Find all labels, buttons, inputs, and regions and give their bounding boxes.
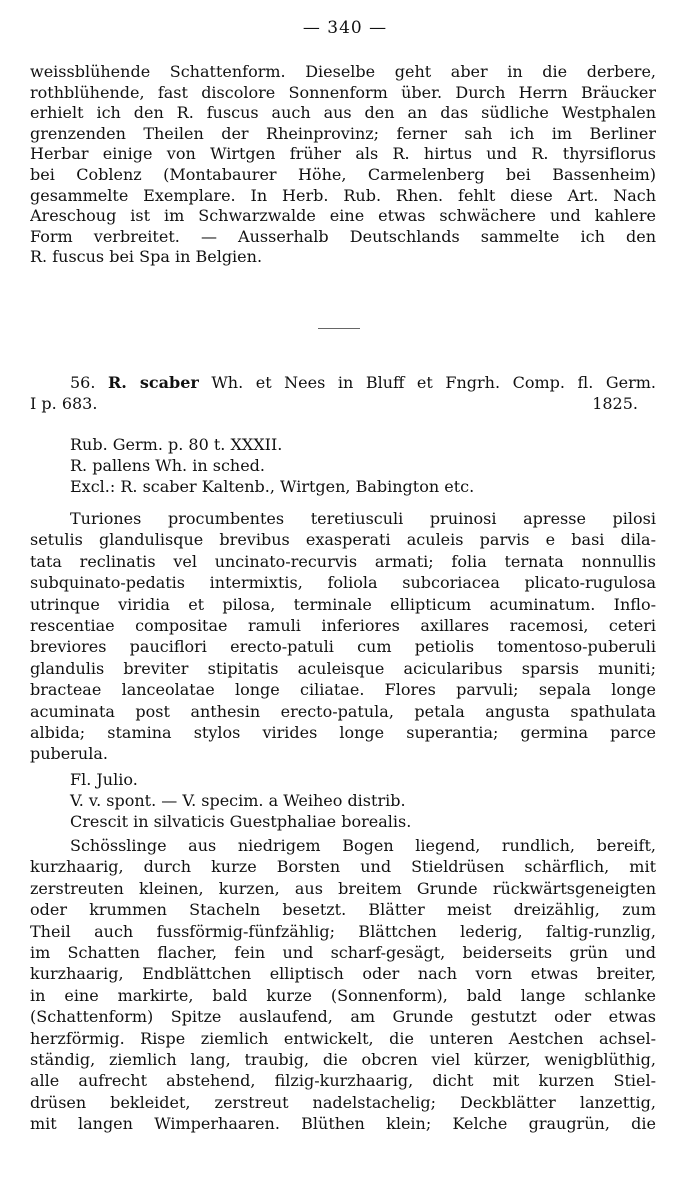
text-line: setulis glandulisque brevibus exasperati aculeis parvis e basi dila- xyxy=(30,530,656,550)
text-line: Theil auch fussförmig-fünfzählig; Blättchen lederig, faltig-runzlig, xyxy=(30,921,656,941)
text-line: zerstreuten kleinen, kurzen, aus breitem Grunde rückwärtsgeneigten xyxy=(30,878,656,898)
entry-title-line xyxy=(30,372,656,393)
text-line: Schösslinge aus niedrigem Bogen liegend, rundlich, bereift, xyxy=(70,836,656,855)
species-entry-heading xyxy=(30,372,656,414)
text-line: Form verbreitet. — Ausserhalb Deutschlands sammelte ich den xyxy=(30,226,656,246)
text-line: glandulis breviter stipitatis aculeisque acicularibus sparsis muniti; xyxy=(30,658,656,678)
text-line: acuminata post anthesin erecto-patula, petala angusta spathulata xyxy=(30,701,656,721)
text-line: bei Coblenz (Montabaurer Höhe, Carmelenberg bei Bassenheim) xyxy=(30,164,656,184)
text-line: kurzhaarig, durch kurze Borsten und Stieldrüsen schärflich, mit xyxy=(30,857,656,877)
text-line: weissblühende Schattenform. Dieselbe geht aber in die derbere, xyxy=(30,62,656,81)
text-line: gesammelte Exemplare. In Herb. Rub. Rhen. fehlt diese Art. Nach xyxy=(30,185,656,205)
intro-paragraph xyxy=(30,62,656,268)
german-description xyxy=(30,835,656,1135)
entry-ref-line xyxy=(30,393,656,414)
text-line: rothblühende, fast discolore Sonnenform über. Durch Herrn Bräucker xyxy=(30,82,656,102)
synonym-line: Rub. Germ. p. 80 t. XXXII. xyxy=(70,435,283,454)
text-line: im Schatten flacher, fein und scharf-gesägt, beiderseits grün und xyxy=(30,943,656,963)
text-line: puberula. xyxy=(30,744,108,764)
text-line: kurzhaarig, Endblättchen elliptisch oder nach vorn etwas breiter, xyxy=(30,964,656,984)
text-line: Areschoug ist im Schwarzwalde eine etwas schwächere und kahlere xyxy=(30,206,656,226)
species-name: R. scaber xyxy=(108,373,199,392)
note-line: V. v. spont. — V. specim. a Weiheo distrib. xyxy=(70,791,406,811)
text-line: alle aufrecht abstehend, filzig-kurzhaarig, dicht mit kurzen Stiel- xyxy=(30,1071,656,1091)
text-line: erhielt ich den R. fuscus auch aus den an das südliche Westphalen xyxy=(30,103,656,123)
synonym-line: R. pallens Wh. in sched. xyxy=(70,456,266,476)
entry-citation: Wh. et Nees in Bluff et Fngrh. Comp. fl. Germ. xyxy=(211,373,656,392)
text-line: herzförmig. Rispe ziemlich entwickelt, die unteren Aestchen achsel- xyxy=(30,1028,656,1048)
text-line: albida; stamina stylos virides longe superantia; germina parce xyxy=(30,723,656,743)
text-line: tata reclinatis vel uncinato-recurvis armati; folia ternata nonnullis xyxy=(30,551,656,571)
text-line: bracteae lanceolatae longe ciliatae. Flores parvuli; sepala longe xyxy=(30,680,656,700)
text-line: Turiones procumbentes teretiusculi pruinosi apresse pilosi xyxy=(70,509,656,528)
text-line: Herbar einige von Wirtgen früher als R. hirtus und R. thyrsiflorus xyxy=(30,144,656,164)
synonym-list xyxy=(30,434,656,498)
text-line: subquinato-pedatis intermixtis, foliola subcoriacea plicato-rugulosa xyxy=(30,573,656,593)
notes-list xyxy=(30,769,656,833)
text-line: (Schattenform) Spitze auslaufend, am Grunde gestutzt oder etwas xyxy=(30,1007,656,1027)
text-line: drüsen bekleidet, zerstreut nadelstachelig; Deckblätter lanzettig, xyxy=(30,1092,656,1112)
text-line: breviores pauciflori erecto-patuli cum petiolis tomentoso-puberuli xyxy=(30,637,656,657)
text-line: grenzenden Theilen der Rheinprovinz; ferner sah ich im Berliner xyxy=(30,123,656,143)
text-line: rescentiae compositae ramuli inferiores axillares racemosi, ceteri xyxy=(30,616,656,636)
entry-number: 56. xyxy=(70,373,96,392)
text-line: in eine markirte, bald kurze (Sonnenform), bald lange schlanke xyxy=(30,985,656,1005)
page-number: — 340 — xyxy=(302,18,388,38)
note-line: Crescit in silvaticis Guestphaliae borealis. xyxy=(70,812,412,832)
text-line: mit langen Wimperhaaren. Blüthen klein; Kelche graugrün, die xyxy=(30,1114,656,1134)
text-line: utrinque viridia et pilosa, terminale ellipticum acuminatum. Inflo- xyxy=(30,594,656,614)
entry-year: 1825. xyxy=(592,394,638,413)
section-divider xyxy=(318,328,360,329)
note-line: Fl. Julio. xyxy=(70,770,138,789)
text-line: R. fuscus bei Spa in Belgien. xyxy=(30,247,263,267)
text-line: oder krummen Stacheln besetzt. Blätter meist dreizählig, zum xyxy=(30,900,656,920)
latin-description xyxy=(30,508,656,765)
text-line: ständig, ziemlich lang, traubig, die obcren viel kürzer, wenigblüthig, xyxy=(30,1050,656,1070)
entry-page-ref: I p. 683. xyxy=(30,394,98,413)
synonym-line: Excl.: R. scaber Kaltenb., Wirtgen, Babington etc. xyxy=(70,477,475,497)
